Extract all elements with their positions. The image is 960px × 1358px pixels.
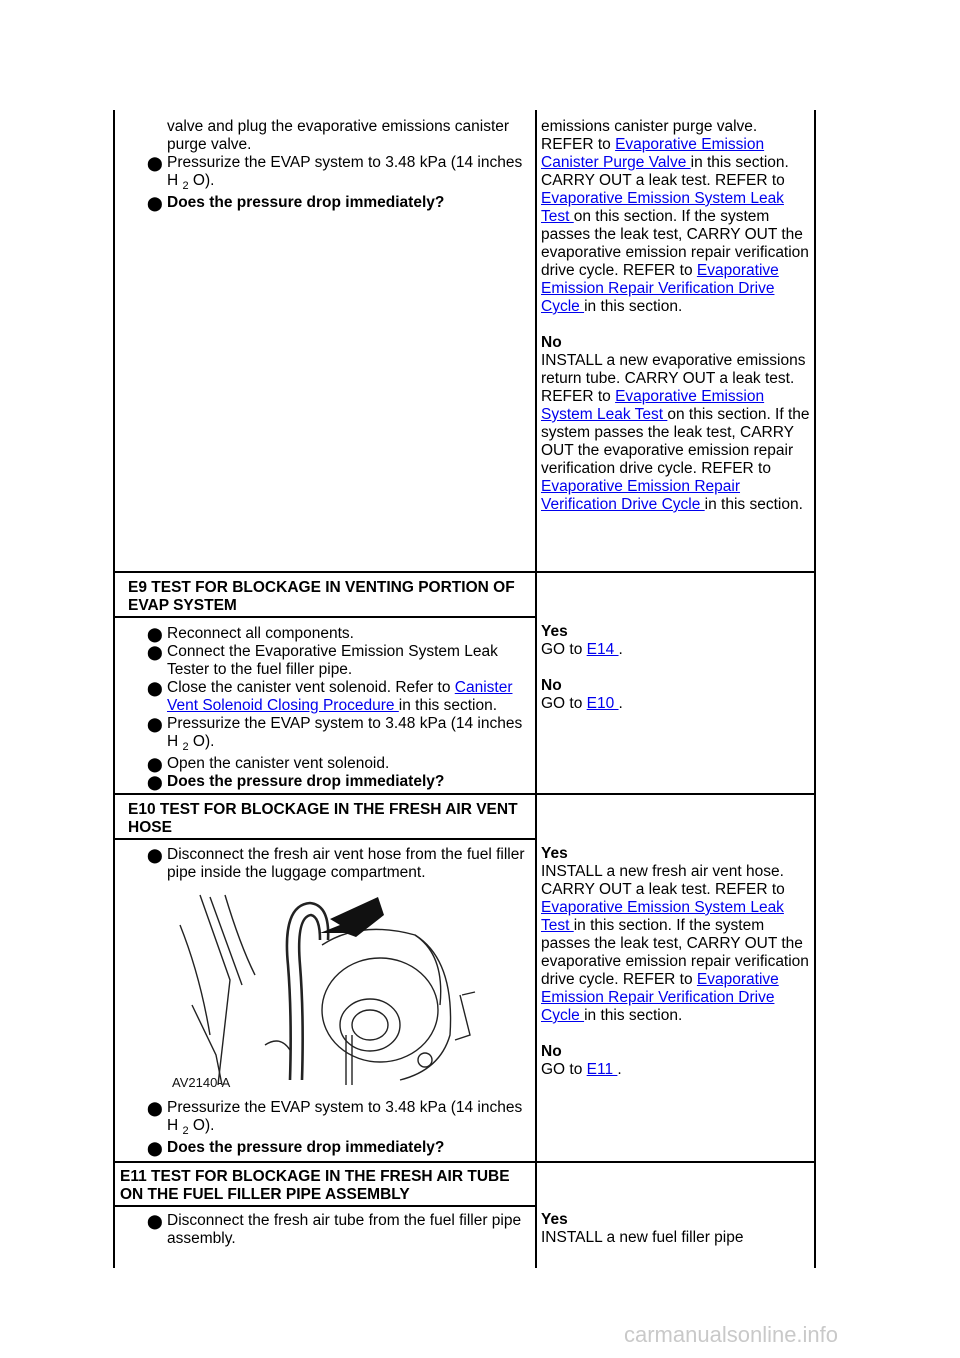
figure-label: AV2140-A — [172, 1075, 231, 1090]
row-divider-e11 — [113, 1161, 816, 1163]
e9-step-close-solenoid: ⬤ Close the canister vent solenoid. Refer to Canister Vent Solenoid Closing Procedure in this section. — [147, 679, 513, 714]
bullet-icon: ⬤ — [147, 756, 163, 772]
watermark: carmanualsonline.info — [624, 1322, 839, 1347]
link-leak-test-3[interactable]: Evaporative Emission System Leak Test — [541, 899, 784, 934]
top-right-cell — [541, 118, 811, 514]
bullet-icon: ⬤ — [147, 680, 163, 696]
bullet-icon: ⬤ — [147, 1100, 163, 1116]
no-result-text: INSTALL a new evaporative emissions return tube. CARRY OUT a leak test. REFER to Evaporative Emission System Leak Test on this section. If the system passes the leak test, CARRY OUT the evaporative emission repair verification drive cycle. REFER to Evaporative Emission Repair Verification Drive Cycle in this section. — [541, 352, 810, 513]
link-drive-cycle-3[interactable]: Evaporative Emission Repair Verification Drive Cycle — [541, 971, 779, 1024]
table-right-border — [814, 110, 816, 1268]
e10-steps-bottom — [115, 1099, 531, 1157]
bullet-icon: ⬤ — [147, 1213, 163, 1229]
e11-steps — [115, 1212, 531, 1248]
e9-step-pressurize: ⬤ Pressurize the EVAP system to 3.48 kPa (14 inches H $_2$ O). — [147, 715, 523, 753]
link-e14[interactable]: E14 — [586, 641, 619, 658]
e9-step-open-solenoid: ⬤ Open the canister vent solenoid. — [147, 755, 390, 772]
no-label: No — [541, 334, 562, 351]
link-drive-cycle[interactable]: Evaporative Emission Repair Verification Drive Cycle — [541, 262, 779, 315]
e9-results — [541, 623, 811, 713]
bullet-icon: ⬤ — [147, 774, 163, 790]
row-divider-e10 — [113, 793, 816, 795]
link-drive-cycle-2[interactable]: Evaporative Emission Repair Verification Drive Cycle — [541, 478, 741, 513]
no-label: No — [541, 1043, 562, 1060]
bullet-icon: ⬤ — [147, 155, 163, 171]
e10-yes-text: INSTALL a new fresh air vent hose. CARRY OUT a leak test. REFER to Evaporative Emission System Leak Test in this section. If the system passes the leak test, CARRY OUT the evaporative emission repair verification drive cycle. REFER to Evaporative Emission Repair Verification Drive Cycle in this section. — [541, 863, 809, 1024]
e9-step-connect-tester: ⬤ Connect the Evaporative Emission System Leak Tester to the fuel filler pipe. — [147, 643, 498, 678]
bullet-question: ⬤ Does the pressure drop immediately? — [147, 194, 445, 211]
e10-step-disconnect: ⬤ Disconnect the fresh air vent hose from the fuel filler pipe inside the luggage compartment. — [147, 846, 525, 881]
bullet-pressurize: ⬤ Pressurize the EVAP system to 3.48 kPa (14 inches H $_2$ O). — [147, 154, 523, 192]
e10-results — [541, 845, 811, 1079]
header-divider-e10 — [113, 838, 537, 840]
e9-step-reconnect: ⬤ Reconnect all components. — [147, 625, 354, 642]
yes-result-text: emissions canister purge valve. REFER to Evaporative Emission Canister Purge Valve in this section. CARRY OUT a leak test. REFER to Evaporative Emission System Leak Test on this section. If the system passes the leak test, CARRY OUT the evaporative emission repair verification drive cycle. REFER to Evaporative Emission Repair Verification Drive Cycle in this section. — [541, 118, 809, 315]
bullet-icon: ⬤ — [147, 716, 163, 732]
link-canister-vent-solenoid[interactable]: Canister Vent Solenoid Closing Procedure — [167, 679, 513, 714]
link-e10[interactable]: E10 — [586, 695, 619, 712]
bullet-icon: ⬤ — [147, 626, 163, 642]
e9-step-question: ⬤ Does the pressure drop immediately? — [147, 773, 445, 790]
yes-label: Yes — [541, 845, 568, 862]
bullet-icon: ⬤ — [147, 644, 163, 660]
e9-steps — [115, 625, 531, 791]
bullet-icon: ⬤ — [147, 847, 163, 863]
e10-step-question: ⬤ Does the pressure drop immediately? — [147, 1139, 445, 1156]
top-left-cell — [115, 118, 531, 212]
e10-header: E10 TEST FOR BLOCKAGE IN THE FRESH AIR VENT HOSE — [128, 801, 518, 836]
e10-no-text: GO to E11 . — [541, 1061, 622, 1078]
e11-step-disconnect: ⬤ Disconnect the fresh air tube from the fuel filler pipe assembly. — [147, 1212, 522, 1247]
yes-label: Yes — [541, 623, 568, 640]
e11-results — [541, 1211, 811, 1247]
e10-step-pressurize: ⬤ Pressurize the EVAP system to 3.48 kPa (14 inches H $_2$ O). — [147, 1099, 523, 1137]
bullet-icon: ⬤ — [147, 195, 163, 211]
no-label: No — [541, 677, 562, 694]
link-canister-purge-valve[interactable]: Evaporative Emission Canister Purge Valve — [541, 136, 765, 171]
table-middle-border — [535, 110, 537, 1268]
link-leak-test-2[interactable]: Evaporative Emission System Leak Test — [541, 388, 765, 423]
e9-header: E9 TEST FOR BLOCKAGE IN VENTING PORTION OF EVAP SYSTEM — [128, 579, 515, 614]
e10-steps-top — [115, 846, 531, 882]
e11-header: E11 TEST FOR BLOCKAGE IN THE FRESH AIR TUBE ON THE FUEL FILLER PIPE ASSEMBLY — [120, 1168, 510, 1203]
e11-yes-text: INSTALL a new fuel filler pipe — [541, 1229, 744, 1246]
link-leak-test[interactable]: Evaporative Emission System Leak Test — [541, 190, 784, 225]
header-divider-e11 — [113, 1205, 537, 1207]
figure-illustration — [170, 885, 496, 1090]
figure-fresh-air-vent-hose — [170, 885, 496, 1090]
row-divider-e9 — [113, 571, 816, 573]
header-divider-e9 — [113, 616, 537, 618]
link-e11[interactable]: E11 — [586, 1061, 618, 1078]
e9-no-text: GO to E10 . — [541, 695, 623, 712]
bullet-icon: ⬤ — [147, 1140, 163, 1156]
e9-yes-text: GO to E14 . — [541, 641, 623, 658]
yes-label: Yes — [541, 1211, 568, 1228]
continued-text: valve and plug the evaporative emissions canister purge valve. — [167, 118, 510, 153]
